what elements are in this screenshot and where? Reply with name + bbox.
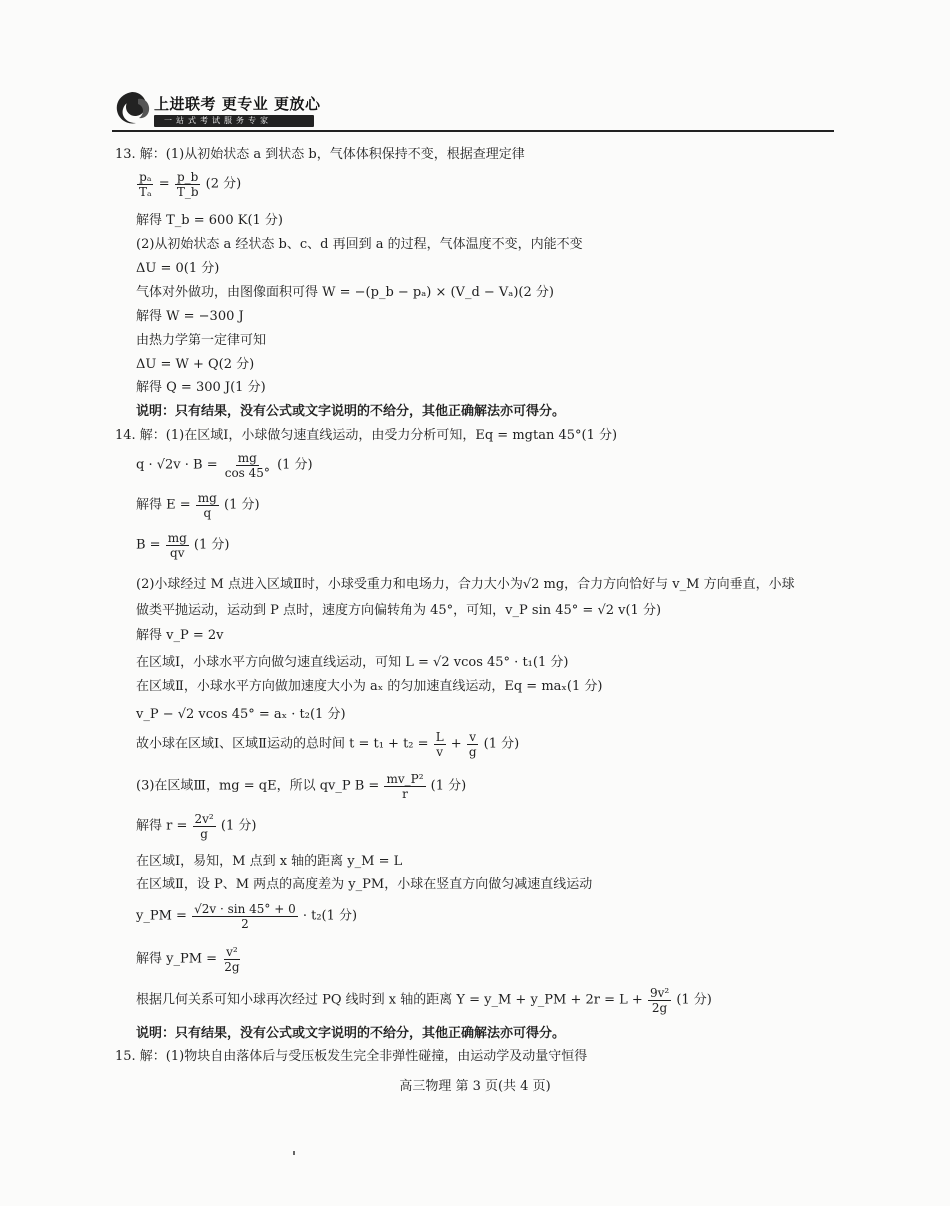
- q14-line-12: (3)在区域Ⅲ，mg = qE，所以 qv_P B = $\frac{\text{mv\_P²}}{r}$ (1 分): [136, 772, 467, 801]
- q13-line-10: 解得 Q = 300 J(1 分): [136, 380, 266, 395]
- fraction: $\frac{\text{mv\_P²}}{r}$: [386, 772, 424, 801]
- q14-line-8: 在区域Ⅰ，小球水平方向做匀速直线运动，可知 L = √2 vcos 45° · t₁(1 分): [136, 655, 569, 670]
- q13-line-3: 解得 T_b = 600 K(1 分): [136, 213, 283, 228]
- fraction: $\frac{\text{v²}}{2g}$: [224, 945, 240, 974]
- q14-line-3: 解得 E = $\frac{mg}{q}$ (1 分): [136, 491, 260, 520]
- q13-line-1: 13. 解：(1)从初始状态 a 到状态 b，气体体积保持不变，根据查理定律: [115, 147, 525, 162]
- q13-line-6: 气体对外做功，由图像面积可得 W = −(p_b − pₐ) × (V_d − Vₐ)(2 分): [136, 285, 554, 300]
- fraction: $\frac{\text{pₐ}}{\text{Tₐ}}$: [139, 170, 152, 199]
- q13-note: 说明：只有结果，没有公式或文字说明的不给分，其他正确解法亦可得分。: [136, 404, 566, 419]
- q14-line-14: 在区域Ⅰ，易知，M 点到 x 轴的距离 y_M = L: [136, 854, 403, 869]
- q14-line-11: 故小球在区域Ⅰ、区域Ⅱ运动的总时间 t = t₁ + t₂ = $\frac{L}{v}$ + $\frac{v}{g}$ (1 分): [136, 730, 520, 759]
- q14-line-18: 根据几何关系可知小球再次经过 PQ 线时到 x 轴的距离 Y = y_M + y_PM + 2r = L + $\frac{\text{9v²}}{2g}$ (1 分): [136, 986, 712, 1015]
- q13-line-9: ΔU = W + Q(2 分): [136, 357, 255, 372]
- q14-line-7: 解得 v_P = 2v: [136, 628, 224, 643]
- q14-line-9: 在区域Ⅱ，小球水平方向做加速度大小为 aₓ 的匀加速直线运动，Eq = maₓ(1 分): [136, 679, 603, 694]
- q13-line-2: $\frac{\text{pₐ}}{\text{Tₐ}}$ = $\frac{p\_b}{T\_b}$ (2 分): [139, 170, 242, 199]
- q14-line-4: B = $\frac{mg}{qv}$ (1 分): [136, 531, 230, 560]
- q14-line-13: 解得 r = $\frac{\text{2v²}}{g}$ (1 分): [136, 812, 257, 841]
- fraction: $\frac{L}{v}$: [435, 730, 444, 759]
- header-rule: [112, 130, 834, 132]
- q14-line-17: 解得 y_PM = $\frac{\text{v²}}{2g}$: [136, 945, 240, 974]
- q14-line-6: 做类平抛运动，运动到 P 点时，速度方向偏转角为 45°，可知，v_P sin 45° = √2 v(1 分): [136, 603, 662, 618]
- q13-line-4: (2)从初始状态 a 经状态 b、c、d 再回到 a 的过程，气体温度不变，内能不变: [136, 237, 583, 252]
- fraction: $\frac{√2v \cdot \sin 45^\circ + 0}{2}$: [194, 902, 296, 931]
- brand-subtitle: 一站式考试服务专家: [164, 116, 272, 125]
- page-footer: 高三物理 第 3 页(共 4 页): [399, 1079, 551, 1094]
- fraction: $\frac{mg}{qv}$: [167, 531, 187, 560]
- scan-speck: [293, 1151, 295, 1155]
- fraction: $\frac{mg}{\cos 45^\circ}$: [224, 451, 270, 480]
- q13-line-7: 解得 W = −300 J: [136, 309, 244, 324]
- fraction: $\frac{\text{9v²}}{2g}$: [649, 986, 670, 1015]
- q14-line-2: q · √2v · B = $\frac{mg}{\cos 45^\circ}$ (1 分): [136, 451, 313, 480]
- brand-logo-icon: [112, 90, 152, 128]
- q14-note: 说明：只有结果，没有公式或文字说明的不给分，其他正确解法亦可得分。: [136, 1026, 566, 1041]
- q14-line-5: (2)小球经过 M 点进入区域Ⅱ时，小球受重力和电场力，合力大小为√2 mg，合力方向恰好与 v_M 方向垂直，小球: [136, 577, 795, 592]
- q15-line-1: 15. 解：(1)物块自由落体后与受压板发生完全非弹性碰撞，由运动学及动量守恒得: [115, 1049, 588, 1064]
- q14-line-1: 14. 解：(1)在区域Ⅰ，小球做匀速直线运动，由受力分析可知，Eq = mgtan 45°(1 分): [115, 428, 618, 443]
- fraction: $\frac{v}{g}$: [468, 730, 477, 759]
- fraction: $\frac{\text{2v²}}{g}$: [194, 812, 214, 841]
- q14-line-10: v_P − √2 vcos 45° = aₓ · t₂(1 分): [136, 707, 346, 722]
- fraction: $\frac{mg}{q}$: [197, 491, 217, 520]
- q14-line-15: 在区域Ⅱ，设 P、M 两点的高度差为 y_PM，小球在竖直方向做匀减速直线运动: [136, 877, 593, 892]
- q13-line-8: 由热力学第一定律可知: [136, 333, 267, 348]
- q13-line-5: ΔU = 0(1 分): [136, 261, 220, 276]
- fraction: $\frac{p\_b}{T\_b}$: [176, 170, 199, 199]
- brand-title: 上进联考 更专业 更放心: [154, 95, 321, 113]
- q14-line-16: y_PM = $\frac{√2v \cdot \sin 45^\circ + 0}{2}$ · t₂(1 分): [136, 902, 358, 931]
- page-header: [112, 88, 836, 134]
